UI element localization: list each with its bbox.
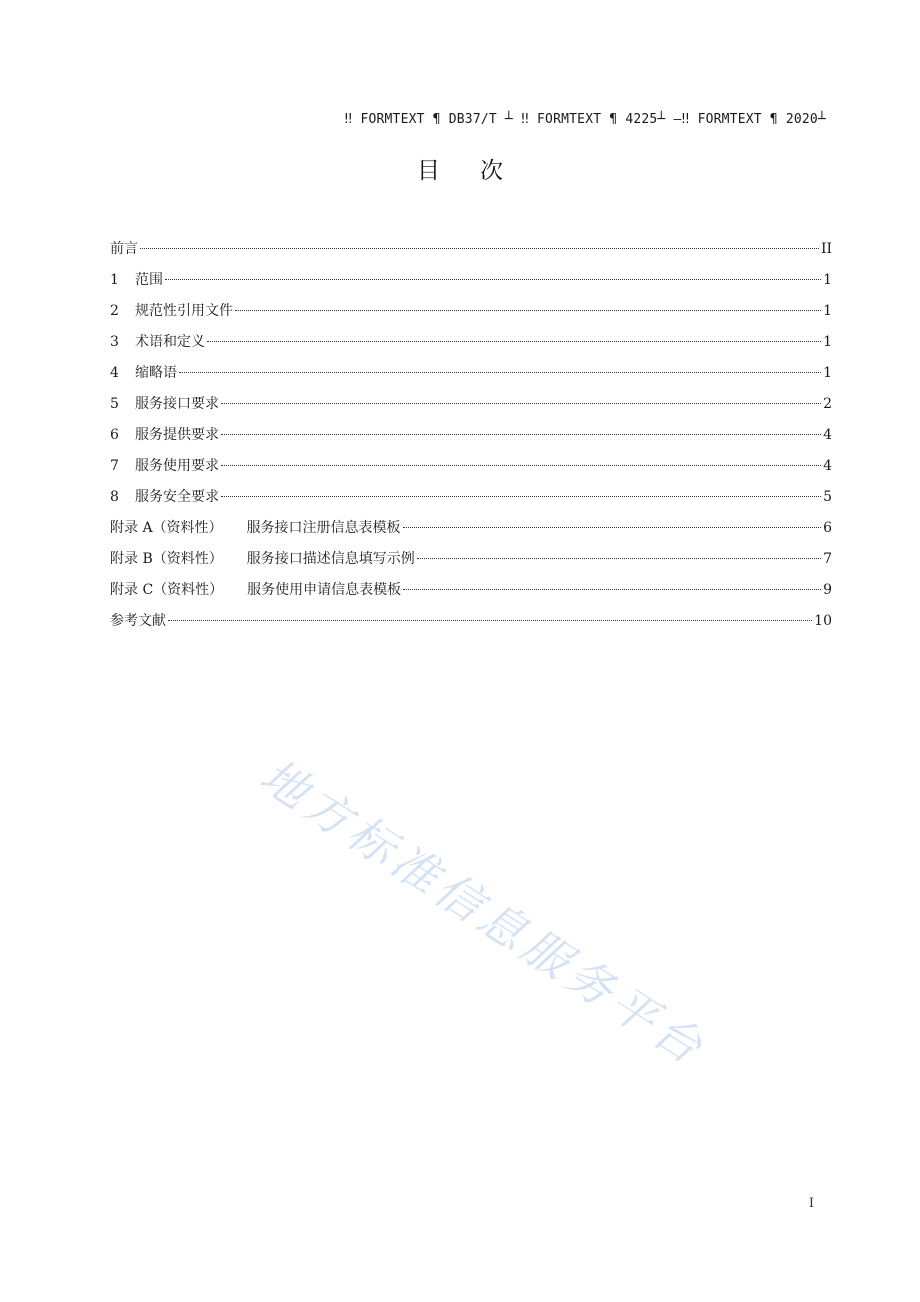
toc-entry-page: 5 — [823, 489, 832, 505]
toc-entry-subtitle: 服务接口注册信息表模板 — [246, 520, 401, 536]
document-code-header: ‼ FORMTEXT ¶ DB37/T ┴ ‼ FORMTEXT ¶ 4225┴ —‼ FORMTEXT ¶ 2020┴ — [344, 112, 826, 127]
toc-entry-service-interface[interactable] — [110, 393, 832, 424]
toc-entry-page: II — [820, 241, 832, 257]
toc-entry-page: 4 — [823, 458, 832, 474]
toc-entry-number: 8 — [110, 489, 119, 505]
toc-entry-number: 5 — [110, 396, 119, 412]
toc-entry-label: 规范性引用文件 — [135, 303, 233, 319]
toc-entry-appendix-b[interactable] — [110, 548, 832, 579]
toc-entry-page: 10 — [814, 613, 832, 629]
toc-entry-label: 附录 C（资料性） — [110, 582, 224, 598]
toc-entry-page: 4 — [823, 427, 832, 443]
toc-entry-page: 7 — [823, 551, 832, 567]
toc-entry-bibliography[interactable] — [110, 610, 832, 641]
toc-entry-service-security[interactable] — [110, 486, 832, 517]
watermark: 地方标准信息服务平台 — [250, 748, 717, 1077]
toc-entry-label: 服务提供要求 — [135, 427, 219, 443]
toc-entry-abbreviations[interactable] — [110, 362, 832, 393]
toc-entry-page: 2 — [823, 396, 832, 412]
toc-entry-page: 1 — [823, 365, 832, 381]
dot-leader — [140, 248, 819, 249]
dot-leader — [235, 310, 821, 311]
toc-entry-label: 前言 — [110, 241, 138, 257]
toc-entry-number: 2 — [110, 303, 119, 319]
dot-leader — [403, 527, 822, 528]
dot-leader — [168, 620, 812, 621]
toc-entry-page: 1 — [823, 303, 832, 319]
toc-entry-label: 服务接口要求 — [135, 396, 219, 412]
toc-entry-label: 服务使用要求 — [135, 458, 219, 474]
dot-leader — [165, 279, 821, 280]
dot-leader — [179, 372, 821, 373]
toc-entry-number: 3 — [110, 334, 119, 350]
dot-leader — [221, 403, 821, 404]
toc-entry-subtitle: 服务接口描述信息填写示例 — [246, 551, 415, 567]
page-title: 目次 — [417, 158, 543, 184]
toc-entry-label: 服务安全要求 — [135, 489, 219, 505]
toc-entry-appendix-a[interactable] — [110, 517, 832, 548]
toc-entry-page: 9 — [823, 582, 832, 598]
toc-entry-normative-references[interactable] — [110, 300, 832, 331]
toc-entry-service-usage[interactable] — [110, 455, 832, 486]
toc-entry-label: 附录 B（资料性） — [110, 551, 223, 567]
toc-entry-scope[interactable] — [110, 269, 832, 300]
toc-entry-number: 6 — [110, 427, 119, 443]
toc-entry-subtitle: 服务使用申请信息表模板 — [247, 582, 402, 598]
toc-entry-terms-definitions[interactable] — [110, 331, 832, 362]
toc-entry-label: 附录 A（资料性） — [110, 520, 223, 536]
toc-entry-appendix-c[interactable] — [110, 579, 832, 610]
toc-entry-number: 1 — [110, 272, 119, 288]
toc-entry-page: 1 — [823, 334, 832, 350]
toc-entry-page: 6 — [823, 520, 832, 536]
dot-leader — [403, 589, 821, 590]
toc-entry-label: 术语和定义 — [135, 334, 205, 350]
toc-entry-label: 范围 — [135, 272, 163, 288]
toc-entry-number: 4 — [110, 365, 119, 381]
dot-leader — [417, 558, 821, 559]
toc-entry-service-provision[interactable] — [110, 424, 832, 455]
toc-entry-page: 1 — [823, 272, 832, 288]
page-number: I — [808, 1196, 814, 1211]
dot-leader — [221, 434, 821, 435]
dot-leader — [207, 341, 821, 342]
toc-entry-number: 7 — [110, 458, 119, 474]
dot-leader — [221, 465, 821, 466]
table-of-contents — [110, 238, 832, 641]
dot-leader — [221, 496, 821, 497]
toc-entry-label: 参考文献 — [110, 613, 166, 629]
toc-entry-label: 缩略语 — [135, 365, 177, 381]
toc-entry-preface[interactable] — [110, 238, 832, 269]
